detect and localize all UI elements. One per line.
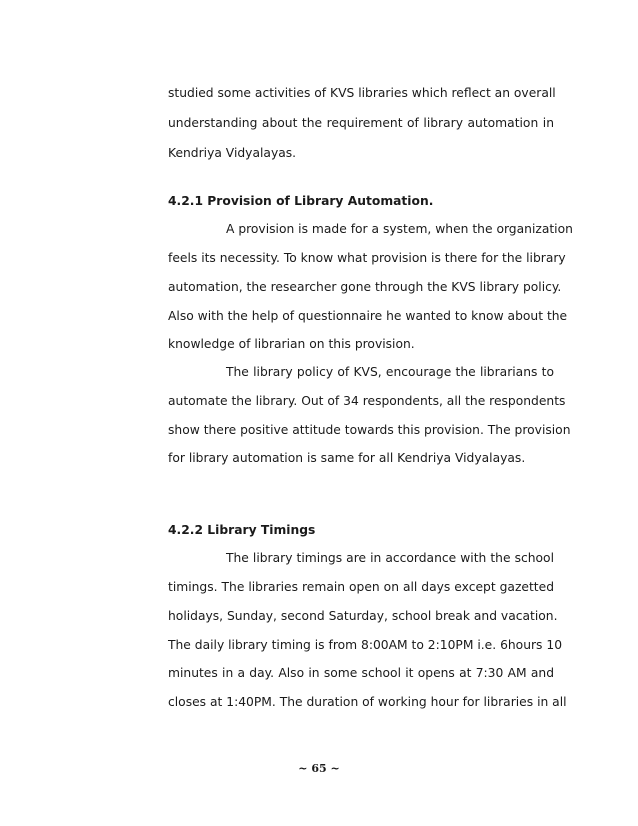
paragraph-line: knowledge of librarian on this provision. [168,337,415,351]
paragraph-line: closes at 1:40PM. The duration of working hour for libraries in all [168,695,567,709]
paragraph-line: The library policy of KVS, encourage the librarians to [226,365,554,379]
paragraph-line: A provision is made for a system, when the organization [226,222,573,236]
paragraph-line: for library automation is same for all Kendriya Vidyalayas. [168,451,526,465]
paragraph-line: show there positive attitude towards this provision. The provision [168,423,571,437]
paragraph-line: feels its necessity. To know what provision is there for the library [168,251,566,265]
section-heading-timings: 4.2.2 Library Timings [168,523,316,537]
paragraph-line: The daily library timing is from 8:00AM to 2:10PM i.e. 6hours 10 [168,638,563,652]
page-number: ~ 65 ~ [298,762,340,775]
intro-line-1: studied some activities of KVS libraries which reflect an overall [168,86,556,100]
paragraph-line: minutes in a day. Also in some school it opens at 7:30 AM and [168,666,554,680]
paragraph-line: timings. The libraries remain open on all days except gazetted [168,580,554,594]
paragraph-line: Also with the help of questionnaire he wanted to know about the [168,309,568,323]
section-heading-provision: 4.2.1 Provision of Library Automation. [168,194,434,208]
intro-line-2: understanding about the requirement of library automation in [168,116,554,130]
paragraph-line: automate the library. Out of 34 respondents, all the respondents [168,394,566,408]
paragraph-line: holidays, Sunday, second Saturday, school break and vacation. [168,609,558,623]
intro-line-3: Kendriya Vidyalayas. [168,146,297,160]
paragraph-line: The library timings are in accordance with the school [226,551,554,565]
paragraph-line: automation, the researcher gone through the KVS library policy. [168,280,562,294]
